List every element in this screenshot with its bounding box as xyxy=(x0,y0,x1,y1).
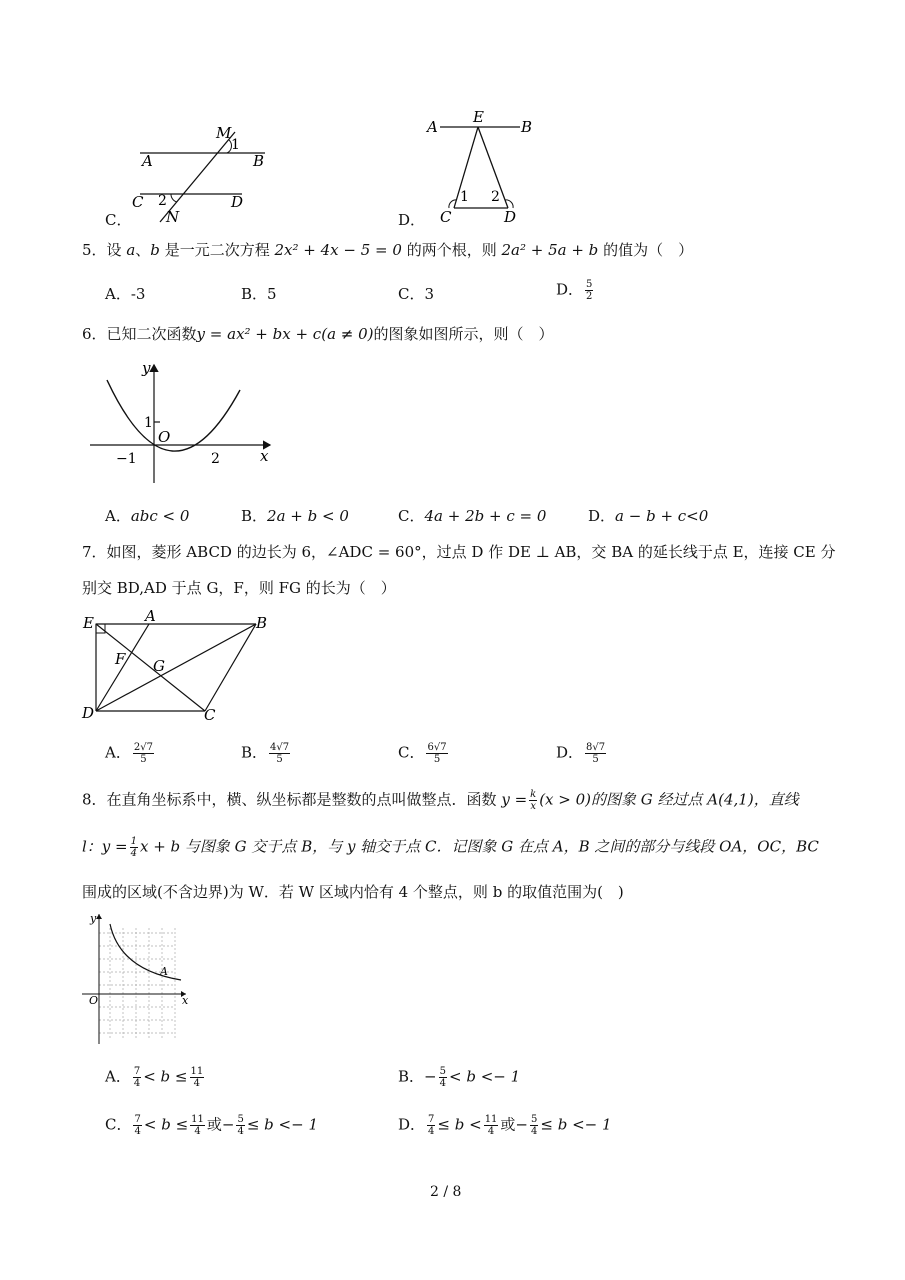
label-C: C xyxy=(440,208,452,226)
option-c-q4: C． xyxy=(105,211,132,229)
q8-option-d: D． $\frac{7}{4}$ ≤ b < $\frac{11}{4}$ 或− $\frac{5}{4}$ ≤ b <− 1 xyxy=(398,1114,612,1137)
question-6: 6．已知二次函数y = ax² + bx + c(a ≠ 0)的图象如图所示，则（ ） xyxy=(82,325,554,343)
label-B: B xyxy=(253,152,265,170)
label-B: B xyxy=(256,614,268,632)
q7-option-c: C． $\frac{6√7}{5}$ xyxy=(398,742,447,765)
q6-option-a: A．abc < 0 xyxy=(105,507,190,525)
q5-option-b: B．5 xyxy=(241,285,277,303)
axis-y-label: y xyxy=(90,912,97,925)
figure-hyperbola xyxy=(78,908,198,1048)
question-8-line-1: 8．在直角坐标系中，横、纵坐标都是整数的点叫做整点．函数 y = $\frac{k}{x}$ (x > 0)的图象 G 经过点 A(4,1)，直线 xyxy=(82,789,799,812)
q8-option-b: B．− $\frac{5}{4}$ < b <− 1 xyxy=(398,1066,521,1089)
label-G: G xyxy=(153,657,165,675)
axis-x-label: x xyxy=(182,994,189,1007)
q6-option-d: D．a − b + c<0 xyxy=(588,507,709,525)
label-2: 2 xyxy=(491,189,500,205)
label-A: A xyxy=(142,152,153,170)
q6-option-b: B．2a + b < 0 xyxy=(241,507,349,525)
origin-label: O xyxy=(89,994,99,1007)
axis-y-label: y xyxy=(142,359,151,377)
question-7-line-1: 7．如图，菱形 ABCD 的边长为 6，∠ADC = 60°，过点 D 作 DE ⊥ AB，交 BA 的延长线于点 E，连接 CE 分 xyxy=(82,543,836,561)
q5-option-d: D． $\frac{5}{2}$ xyxy=(556,279,593,302)
label-1: 1 xyxy=(460,189,469,205)
page-number: 2 / 8 xyxy=(430,1184,462,1200)
label-1: 1 xyxy=(231,137,240,153)
q5-option-c: C．3 xyxy=(398,285,435,303)
axis-x-label: x xyxy=(260,447,269,465)
label-D: D xyxy=(504,208,517,226)
label-C: C xyxy=(204,706,216,723)
label-2: 2 xyxy=(158,193,167,209)
question-8-line-2: l：y = $\frac{1}{4}$ x + b 与图象 G 交于点 B，与 y 轴交于点 C．记图象 G 在点 A，B 之间的部分与线段 OA，OC，BC xyxy=(82,836,819,859)
label-B: B xyxy=(521,118,533,136)
label-C: C xyxy=(132,193,144,211)
question-8-line-3: 围成的区域(不含边界)为 W．若 W 区域内恰有 4 个整点，则 b 的取值范围为( ) xyxy=(82,883,624,901)
label-N: N xyxy=(166,208,180,226)
q5-option-a: A．-3 xyxy=(105,285,146,303)
q8-option-c: C． $\frac{7}{4}$ < b ≤ $\frac{11}{4}$ 或− $\frac{5}{4}$ ≤ b <− 1 xyxy=(105,1114,318,1137)
q7-option-b: B． $\frac{4√7}{5}$ xyxy=(241,742,290,765)
figure-triangle xyxy=(420,108,550,228)
point-A-label: A xyxy=(160,965,168,978)
figure-parabola xyxy=(82,355,282,490)
tick-neg1: −1 xyxy=(116,451,137,467)
question-5: 5．设 a、b 是一元二次方程 2x² + 4x − 5 = 0 的两个根，则 2a² + 5a + b 的值为（ ） xyxy=(82,241,694,259)
figure-parallel-lines xyxy=(125,118,285,228)
q6-option-c: C．4a + 2b + c = 0 xyxy=(398,507,547,525)
q7-option-d: D． $\frac{8√7}{5}$ xyxy=(556,742,606,765)
label-D: D xyxy=(82,704,95,722)
tick-1: 1 xyxy=(144,415,153,431)
label-F: F xyxy=(115,650,126,668)
origin-label: O xyxy=(158,428,171,446)
q7-option-a: A． $\frac{2√7}{5}$ xyxy=(105,742,153,765)
label-A: A xyxy=(145,608,156,625)
label-E: E xyxy=(83,614,94,632)
label-D: D xyxy=(231,193,244,211)
label-E: E xyxy=(473,108,484,126)
question-7-line-2: 别交 BD,AD 于点 G，F，则 FG 的长为（ ） xyxy=(82,579,396,597)
label-M: M xyxy=(216,124,232,142)
tick-2: 2 xyxy=(211,451,220,467)
option-d-q4: D． xyxy=(398,211,426,229)
label-A: A xyxy=(427,118,438,136)
q8-option-a: A． $\frac{7}{4}$ < b ≤ $\frac{11}{4}$ xyxy=(105,1066,204,1089)
figure-rhombus xyxy=(78,608,278,723)
